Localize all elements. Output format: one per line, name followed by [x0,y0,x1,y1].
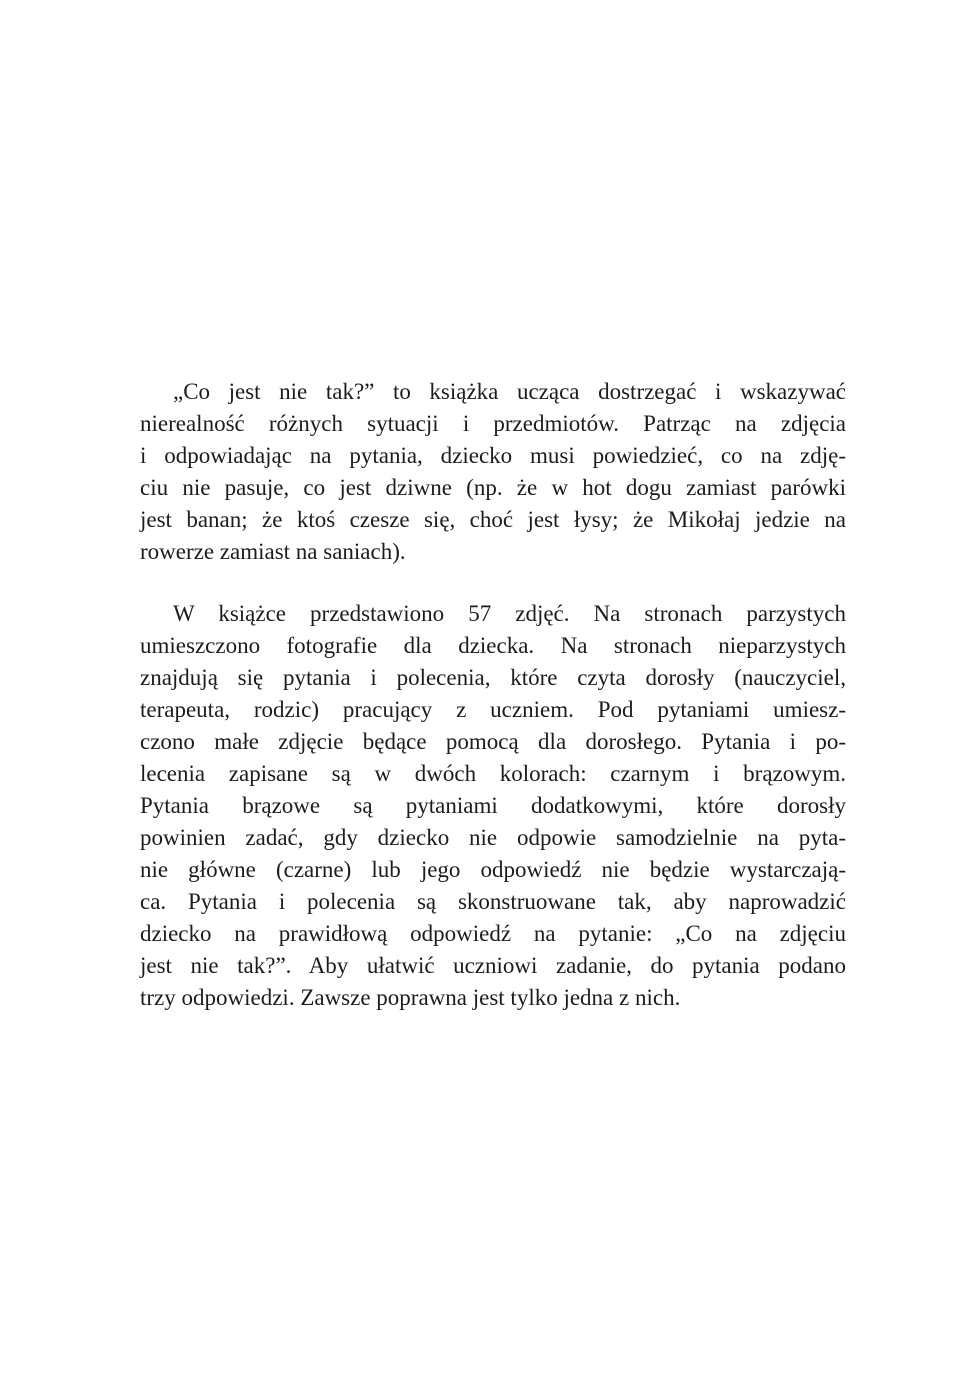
text-block [140,376,846,1014]
text-line: powinien zadać, gdy dziecko nie odpowie samodzielnie na pyta- [140,825,846,850]
paragraph [140,598,846,1014]
text-line: znajdują się pytania i polecenia, które czyta dorosły (nauczyciel, [140,665,846,690]
text-line: umieszczono fotografie dla dziecka. Na stronach nieparzystych [140,633,846,658]
paragraph [140,376,846,568]
text-line: ca. Pytania i polecenia są skonstruowane tak, aby naprowadzić [140,889,846,914]
text-line: „Co jest nie tak?” to książka ucząca dostrzegać i wskazywać [173,379,846,404]
text-line: Pytania brązowe są pytaniami dodatkowymi, które dorosły [140,793,846,818]
text-line: czono małe zdjęcie będące pomocą dla dorosłego. Pytania i po- [140,729,846,754]
text-line: ciu nie pasuje, co jest dziwne (np. że w hot dogu zamiast parówki [140,475,846,500]
text-line: nierealność różnych sytuacji i przedmiotów. Patrząc na zdjęcia [140,411,846,436]
text-line: nie główne (czarne) lub jego odpowiedź nie będzie wystarczają- [140,857,846,882]
text-line: rowerze zamiast na saniach). [140,539,406,564]
text-line: jest banan; że ktoś czesze się, choć jest łysy; że Mikołaj jedzie na [140,507,846,532]
text-line: dziecko na prawidłową odpowiedź na pytanie: „Co na zdjęciu [140,921,846,946]
text-line: W książce przedstawiono 57 zdjęć. Na stronach parzystych [173,601,846,626]
text-line: trzy odpowiedzi. Zawsze poprawna jest tylko jedna z nich. [140,985,681,1010]
text-line: i odpowiadając na pytania, dziecko musi powiedzieć, co na zdję- [140,443,846,468]
text-line: lecenia zapisane są w dwóch kolorach: czarnym i brązowym. [140,761,846,786]
text-line: jest nie tak?”. Aby ułatwić uczniowi zadanie, do pytania podano [140,953,846,978]
text-line: terapeuta, rodzic) pracujący z uczniem. Pod pytaniami umiesz- [140,697,846,722]
